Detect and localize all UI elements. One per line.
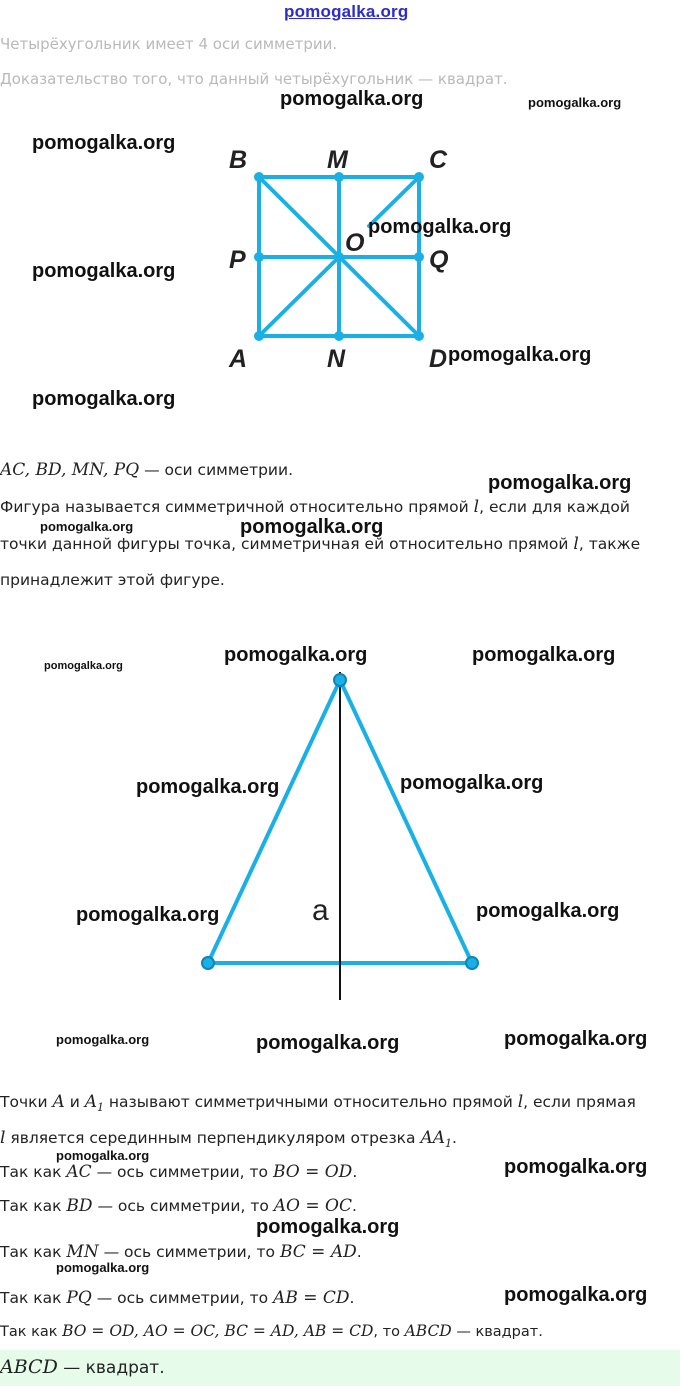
conclusion-text: — квадрат. — [57, 1358, 165, 1378]
proof-text: Так как — [0, 1243, 67, 1261]
watermark: pomogalka.org — [224, 644, 368, 666]
label-n: N — [327, 345, 346, 373]
watermark: pomogalka.org — [32, 388, 176, 410]
points-def-text: Точки — [0, 1093, 53, 1111]
summary-text: , то — [373, 1324, 405, 1340]
proof-line — [0, 1288, 354, 1308]
summary-text: — квадрат. — [451, 1324, 543, 1340]
summary-text: Так как — [0, 1324, 63, 1340]
definition-text: точки данной фигуры точка, симметричная ей относительно прямой — [0, 535, 574, 553]
points-def-text: , если прямая — [523, 1093, 636, 1111]
watermark: pomogalka.org — [240, 516, 384, 538]
triangle-vertex-right — [466, 957, 478, 969]
definition-text: Фигура называется симметричной относительно прямой — [0, 498, 474, 516]
intro-line-1: Четырёхугольник имеет 4 оси симметрии. — [0, 35, 338, 53]
label-m: M — [327, 146, 348, 174]
proof-text: — ось симметрии, то — [98, 1243, 280, 1261]
axis-label: a — [312, 894, 329, 927]
watermark: pomogalka.org — [256, 1032, 400, 1054]
triangle-vertex-top — [334, 674, 346, 686]
proof-equation: AO = OC — [273, 1196, 352, 1216]
conclusion — [0, 1356, 165, 1378]
line-var: l — [517, 1092, 524, 1112]
watermark: pomogalka.org — [476, 900, 620, 922]
label-d: D — [429, 345, 448, 373]
proof-text: — ось симметрии, то — [91, 1289, 274, 1307]
point-a1-var: A — [84, 1092, 97, 1112]
watermark: pomogalka.org — [504, 1028, 648, 1050]
proof-equation: BC = AD — [279, 1242, 357, 1262]
proof-axis: PQ — [66, 1288, 92, 1308]
axes-text: — оси симметрии. — [139, 461, 294, 479]
proof-axis: AC — [66, 1162, 92, 1182]
summary-equations: BO = OD, AO = OC, BC = AD, AB = CD — [62, 1322, 374, 1340]
watermark: pomogalka.org — [368, 216, 512, 238]
watermark: pomogalka.org — [32, 132, 176, 154]
watermark: pomogalka.org — [528, 95, 622, 110]
proof-axis: BD — [66, 1196, 93, 1216]
watermark: pomogalka.org — [44, 660, 123, 672]
point-q — [414, 252, 424, 262]
subscript: 1 — [445, 1137, 453, 1151]
watermark: pomogalka.org — [40, 519, 134, 534]
point-a — [254, 331, 264, 341]
subscript: 1 — [96, 1101, 104, 1115]
point-a-var: A — [52, 1092, 65, 1112]
watermark: pomogalka.org — [32, 260, 176, 282]
watermark: pomogalka.org — [136, 776, 280, 798]
points-def-line-2 — [0, 1128, 457, 1150]
summary-line — [0, 1322, 543, 1340]
conclusion-figure: ABCD — [0, 1356, 58, 1378]
points-def-text: является серединным перпендикуляром отрезка — [5, 1129, 421, 1147]
definition-line-1 — [0, 497, 630, 517]
watermark: pomogalka.org — [56, 1032, 150, 1047]
axes-line — [0, 460, 293, 480]
definition-text: , также — [578, 535, 641, 553]
point-n — [334, 331, 344, 341]
point-p — [254, 252, 264, 262]
watermark: pomogalka.org — [472, 644, 616, 666]
triangle-vertex-left — [202, 957, 214, 969]
proof-text: Так как — [0, 1163, 67, 1181]
segment-var: AA — [420, 1128, 446, 1148]
points-def-text: называют симметричными относительно прямой — [103, 1093, 518, 1111]
label-q: Q — [429, 246, 449, 274]
definition-var: l — [573, 534, 579, 554]
definition-text: , если для каждой — [479, 498, 630, 516]
watermark: pomogalka.org — [448, 344, 592, 366]
proof-text: Так как — [0, 1197, 67, 1215]
label-c: C — [429, 146, 448, 174]
summary-figure: ABCD — [404, 1322, 452, 1340]
watermark: pomogalka.org — [76, 904, 220, 926]
proof-equation: AB = CD — [273, 1288, 350, 1308]
point-d — [414, 331, 424, 341]
watermark: pomogalka.org — [504, 1284, 648, 1306]
proof-line — [0, 1196, 357, 1216]
points-def-line-1 — [0, 1092, 636, 1114]
watermark: pomogalka.org — [56, 1148, 150, 1163]
watermark: pomogalka.org — [400, 772, 544, 794]
proof-text: — ось симметрии, то — [91, 1163, 273, 1181]
intro-line-2: Доказательство того, что данный четырёхугольник — квадрат. — [0, 70, 508, 88]
label-a: A — [229, 345, 248, 373]
definition-var: l — [473, 497, 480, 517]
proof-equation: BO = OD — [272, 1162, 353, 1182]
proof-line — [0, 1162, 357, 1182]
label-o: O — [345, 229, 365, 257]
points-def-text: . — [452, 1129, 457, 1147]
proof-text: . — [352, 1197, 357, 1215]
proof-text: . — [352, 1163, 358, 1181]
watermark: pomogalka.org — [56, 1260, 150, 1275]
proof-text: — ось симметрии, то — [92, 1197, 274, 1215]
diagonal-ac — [259, 257, 339, 336]
site-link[interactable]: pomogalka.org — [284, 2, 409, 21]
points-def-text: и — [64, 1093, 85, 1111]
proof-text: Так как — [0, 1289, 67, 1307]
square-figure — [0, 0, 680, 400]
watermark: pomogalka.org — [488, 472, 632, 494]
proof-axis: MN — [66, 1242, 99, 1262]
label-b: B — [229, 146, 248, 174]
triangle-figure — [0, 630, 680, 1050]
definition-line-3: принадлежит этой фигуре. — [0, 571, 225, 589]
proof-text: . — [349, 1289, 355, 1307]
axes-math: AC, BD, MN, PQ — [0, 460, 140, 480]
point-b — [254, 172, 264, 182]
watermark: pomogalka.org — [256, 1216, 400, 1238]
point-c — [414, 172, 424, 182]
proof-text: . — [356, 1243, 362, 1261]
watermark: pomogalka.org — [280, 88, 424, 110]
line-var: l — [0, 1128, 6, 1148]
point-o — [334, 252, 344, 262]
proof-line — [0, 1242, 362, 1262]
label-p: P — [229, 246, 246, 274]
watermark: pomogalka.org — [504, 1156, 648, 1178]
